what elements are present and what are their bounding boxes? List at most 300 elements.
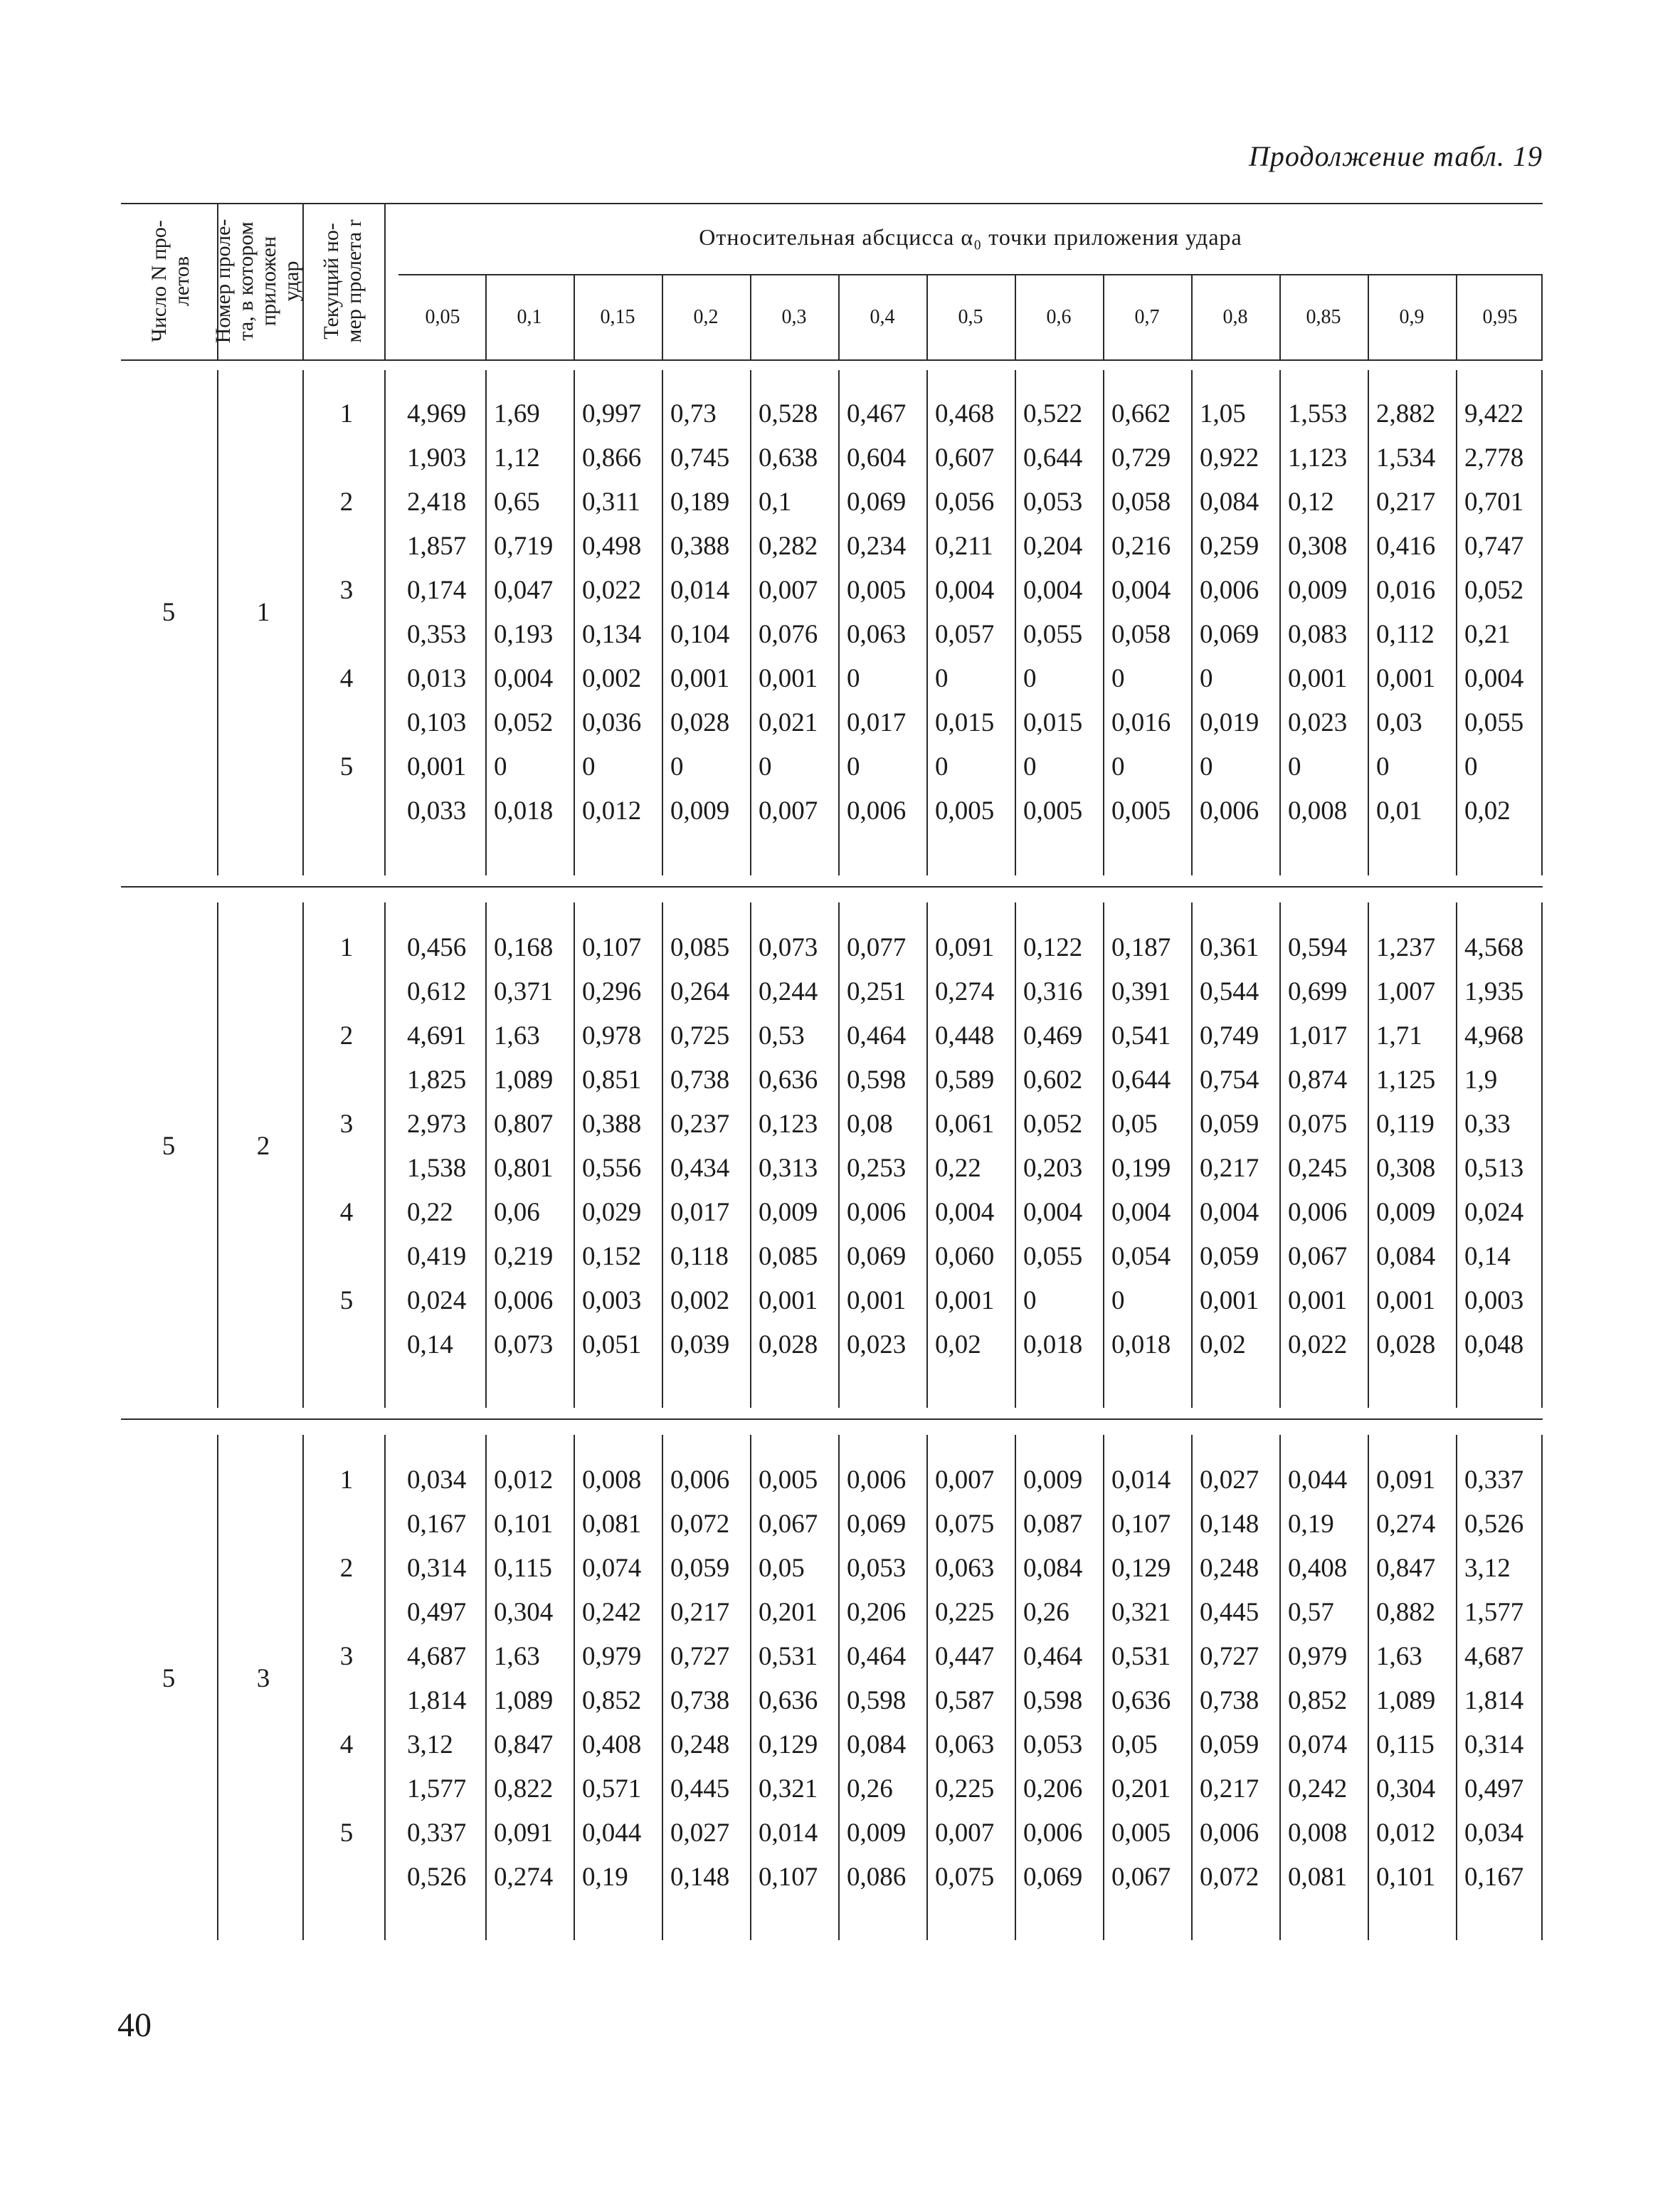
column-rule <box>838 1435 840 1940</box>
table-cell: 0,189 <box>670 488 730 517</box>
table-cell: 0,081 <box>582 1510 642 1539</box>
table-cell: 0,469 <box>1023 1021 1083 1051</box>
table-cell: 1,814 <box>407 1686 467 1715</box>
alpha-header: 0,85 <box>1306 306 1341 328</box>
table-cell: 0,059 <box>1200 1110 1259 1139</box>
table-cell: 1,935 <box>1464 977 1524 1006</box>
table-cell: 0,978 <box>582 1021 642 1051</box>
current-span-number: 2 <box>339 1554 354 1583</box>
table-cell: 0,006 <box>847 1198 907 1227</box>
table-cell: 1,123 <box>1288 443 1348 473</box>
table-cell: 0,021 <box>759 708 818 737</box>
table-cell: 0,22 <box>935 1154 981 1183</box>
table-cell: 0,02 <box>1464 796 1511 826</box>
table-cell: 0,234 <box>847 532 907 561</box>
table-cell: 0,024 <box>407 1286 467 1315</box>
table-cell: 9,422 <box>1464 399 1524 428</box>
table-cell: 0,314 <box>1464 1730 1524 1759</box>
column-rule <box>1541 902 1543 1408</box>
table-cell: 0,729 <box>1111 443 1171 473</box>
table-cell: 0,206 <box>1023 1774 1083 1804</box>
table-cell: 0,063 <box>847 620 907 649</box>
table-cell: 0,008 <box>582 1465 642 1495</box>
table-cell: 0,02 <box>935 1330 981 1359</box>
table-cell: 0,067 <box>1111 1863 1171 1892</box>
table-cell: 0,014 <box>1111 1465 1171 1495</box>
table-cell: 1,089 <box>1376 1686 1436 1715</box>
table-cell: 0,129 <box>1111 1554 1171 1583</box>
table-cell: 0,598 <box>1023 1686 1083 1715</box>
table-cell: 0,464 <box>847 1021 907 1051</box>
table-cell: 1,553 <box>1288 399 1348 428</box>
table-cell: 0,033 <box>407 796 467 826</box>
current-span-number: 3 <box>339 576 354 605</box>
table-cell: 0,636 <box>759 1686 818 1715</box>
table-cell: 1,9 <box>1464 1065 1498 1095</box>
column-rule <box>217 902 218 1408</box>
table-cell: 0,308 <box>1288 532 1348 561</box>
table-cell: 0,719 <box>494 532 554 561</box>
table-cell: 0,73 <box>670 399 717 428</box>
table-cell: 0,005 <box>1111 1818 1171 1848</box>
column-rule <box>662 370 663 875</box>
table-cell: 0,699 <box>1288 977 1348 1006</box>
table-cell: 0,468 <box>935 399 995 428</box>
table-cell: 0,201 <box>1111 1774 1171 1804</box>
column-rule <box>485 370 487 875</box>
table-cell: 0,001 <box>1288 664 1348 693</box>
table-cell: 1,089 <box>494 1065 554 1095</box>
table-cell: 0,047 <box>494 576 554 605</box>
column-rule <box>838 902 840 1408</box>
loaded-span: 1 <box>256 598 270 627</box>
table-cell: 0,19 <box>1288 1510 1334 1539</box>
table-cell: 0,747 <box>1464 532 1524 561</box>
column-rule <box>574 370 575 875</box>
table-cell: 0,013 <box>407 664 467 693</box>
table-cell: 1,05 <box>1200 399 1246 428</box>
column-rule <box>662 1435 663 1940</box>
table-cell: 0,001 <box>1200 1286 1259 1315</box>
column-rule <box>384 203 386 359</box>
table-cell: 0 <box>494 752 507 781</box>
table-cell: 0,001 <box>935 1286 995 1315</box>
table-cell: 0,738 <box>670 1686 730 1715</box>
table-cell: 0,001 <box>759 1286 818 1315</box>
column-rule <box>384 370 386 875</box>
table-cell: 0,101 <box>494 1510 554 1539</box>
table-cell: 0,006 <box>1288 1198 1348 1227</box>
table-cell: 1,007 <box>1376 977 1436 1006</box>
table-cell: 0,084 <box>847 1730 907 1759</box>
table-cell: 0,086 <box>847 1863 907 1892</box>
table-cell: 1,814 <box>1464 1686 1524 1715</box>
column-rule <box>384 1435 386 1940</box>
column-rule <box>838 370 840 875</box>
table-cell: 0,023 <box>847 1330 907 1359</box>
alpha-header: 0,15 <box>600 306 635 328</box>
table-cell: 2,973 <box>407 1110 467 1139</box>
table-cell: 0,122 <box>1023 933 1083 962</box>
table-cell: 0,612 <box>407 977 467 1006</box>
table-cell: 0 <box>1023 664 1037 693</box>
table-cell: 0 <box>1376 752 1390 781</box>
table-cell: 0,979 <box>582 1642 642 1671</box>
column-rule <box>1015 370 1016 875</box>
table-cell: 0,598 <box>847 1065 907 1095</box>
table-cell: 0,052 <box>1023 1110 1083 1139</box>
table-cell: 0,001 <box>1288 1286 1348 1315</box>
table-cell: 0,115 <box>1376 1730 1435 1759</box>
table-cell: 0,448 <box>935 1021 995 1051</box>
table-cell: 0,725 <box>670 1021 730 1051</box>
table-top-rule <box>121 203 1543 204</box>
current-span-number: 5 <box>339 1818 354 1848</box>
page-number: 40 <box>117 2006 152 2044</box>
table-cell: 0 <box>1288 752 1301 781</box>
table-cell: 0,005 <box>1023 796 1083 826</box>
table-cell: 0,055 <box>1464 708 1524 737</box>
table-cell: 0,264 <box>670 977 730 1006</box>
table-cell: 0,242 <box>1288 1774 1348 1804</box>
loaded-span: 3 <box>256 1664 270 1693</box>
table-cell: 0 <box>1111 664 1125 693</box>
table-cell: 0,598 <box>847 1686 907 1715</box>
table-cell: 0,219 <box>494 1242 554 1271</box>
table-cell: 0,456 <box>407 933 467 962</box>
table-cell: 0,009 <box>1288 576 1348 605</box>
header-col2: Номер проле- та, в котором приложен удар <box>211 218 303 344</box>
table-cell: 0 <box>1464 752 1478 781</box>
table-cell: 0,445 <box>1200 1598 1259 1627</box>
table-cell: 0,57 <box>1288 1598 1334 1627</box>
column-rule <box>574 902 575 1408</box>
column-rule <box>1456 902 1457 1408</box>
table-cell: 0,638 <box>759 443 818 473</box>
table-cell: 0,034 <box>407 1465 467 1495</box>
current-span-number: 2 <box>339 1021 354 1051</box>
table-cell: 0,022 <box>582 576 642 605</box>
current-span-number: 1 <box>339 933 354 962</box>
table-cell: 0,052 <box>494 708 554 737</box>
table-cell: 0,528 <box>759 399 818 428</box>
table-cell: 0,259 <box>1200 532 1259 561</box>
table-cell: 0,701 <box>1464 488 1524 517</box>
table-cell: 0,005 <box>1111 796 1171 826</box>
table-cell: 1,577 <box>1464 1598 1524 1627</box>
table-cell: 0,607 <box>935 443 995 473</box>
column-rule <box>926 1435 928 1940</box>
table-cell: 0,059 <box>1200 1730 1259 1759</box>
column-rule <box>926 902 928 1408</box>
column-rule <box>1191 370 1193 875</box>
table-cell: 0,237 <box>670 1110 730 1139</box>
table-cell: 0,636 <box>759 1065 818 1095</box>
column-rule <box>485 1435 487 1940</box>
table-cell: 0,008 <box>1288 796 1348 826</box>
table-cell: 0,009 <box>759 1198 818 1227</box>
header-bottom-rule <box>121 359 1543 361</box>
span-count: 5 <box>162 1132 176 1161</box>
table-cell: 0,522 <box>1023 399 1083 428</box>
table-cell: 0,587 <box>935 1686 995 1715</box>
table-cell: 0,009 <box>670 796 730 826</box>
table-cell: 0,063 <box>935 1554 995 1583</box>
table-cell: 0,308 <box>1376 1154 1436 1183</box>
table-cell: 0,001 <box>847 1286 907 1315</box>
table-cell: 4,968 <box>1464 1021 1524 1051</box>
alpha-header: 0,4 <box>870 306 895 328</box>
alpha-header: 0,05 <box>425 306 460 328</box>
table-cell: 0,65 <box>494 488 540 517</box>
table-cell: 0,091 <box>494 1818 554 1848</box>
alpha-header: 0,8 <box>1222 306 1248 328</box>
alpha-header: 0,3 <box>781 306 807 328</box>
table-cell: 0,053 <box>847 1554 907 1583</box>
table-cell: 0,874 <box>1288 1065 1348 1095</box>
table-cell: 0,005 <box>847 576 907 605</box>
table-cell: 0,001 <box>407 752 467 781</box>
table-cell: 0,738 <box>670 1065 730 1095</box>
table-cell: 0,028 <box>1376 1330 1436 1359</box>
table-cell: 0,244 <box>759 977 818 1006</box>
table-cell: 0,53 <box>759 1021 805 1051</box>
column-rule <box>1279 902 1281 1408</box>
table-cell: 4,691 <box>407 1021 467 1051</box>
table-cell: 0,922 <box>1200 443 1259 473</box>
table-cell: 0,074 <box>1288 1730 1348 1759</box>
table-cell: 0,148 <box>670 1863 730 1892</box>
table-cell: 0,26 <box>847 1774 893 1804</box>
table-cell: 0,052 <box>1464 576 1524 605</box>
table-cell: 1,577 <box>407 1774 467 1804</box>
table-cell: 0,253 <box>847 1154 907 1183</box>
table-cell: 1,089 <box>494 1686 554 1715</box>
table-cell: 0,245 <box>1288 1154 1348 1183</box>
table-cell: 0,168 <box>494 933 554 962</box>
table-cell: 0,009 <box>1023 1465 1083 1495</box>
table-cell: 0,084 <box>1200 488 1259 517</box>
column-rule <box>1103 1435 1104 1940</box>
table-cell: 0,01 <box>1376 796 1422 826</box>
table-cell: 0,058 <box>1111 620 1171 649</box>
table-cell: 0,199 <box>1111 1154 1171 1183</box>
table-cell: 0,594 <box>1288 933 1348 962</box>
table-cell: 0 <box>1111 1286 1125 1315</box>
table-cell: 0,416 <box>1376 532 1436 561</box>
table-cell: 0,027 <box>670 1818 730 1848</box>
table-cell: 0,074 <box>582 1554 642 1583</box>
table-cell: 1,63 <box>494 1021 540 1051</box>
table-cell: 0,118 <box>670 1242 729 1271</box>
table-cell: 0,002 <box>670 1286 730 1315</box>
table-cell: 0,004 <box>1111 1198 1171 1227</box>
table-cell: 0,003 <box>1464 1286 1524 1315</box>
table-cell: 0,072 <box>670 1510 730 1539</box>
table-cell: 0,644 <box>1023 443 1083 473</box>
table-cell: 0,464 <box>847 1642 907 1671</box>
table-cell: 0,274 <box>1376 1510 1436 1539</box>
table-cell: 0 <box>582 752 596 781</box>
page-caption: Продолжение табл. 19 <box>1248 140 1543 172</box>
table-cell: 0,001 <box>759 664 818 693</box>
table-cell: 0,604 <box>847 443 907 473</box>
table-cell: 0,19 <box>582 1863 628 1892</box>
table-cell: 0,018 <box>1023 1330 1083 1359</box>
group-divider-1 <box>121 886 1543 888</box>
table-cell: 0,004 <box>1464 664 1524 693</box>
table-cell: 0,531 <box>1111 1642 1171 1671</box>
table-cell: 0,006 <box>1023 1818 1083 1848</box>
table-cell: 0,004 <box>1111 576 1171 605</box>
table-cell: 0,12 <box>1288 488 1334 517</box>
table-cell: 0,388 <box>582 1110 642 1139</box>
current-span-number: 1 <box>339 399 354 428</box>
table-cell: 0,445 <box>670 1774 730 1804</box>
table-cell: 4,969 <box>407 399 467 428</box>
table-cell: 0,852 <box>1288 1686 1348 1715</box>
table-cell: 0,217 <box>1200 1774 1259 1804</box>
table-cell: 0,028 <box>670 708 730 737</box>
table-cell: 0,33 <box>1464 1110 1511 1139</box>
table-cell: 0,464 <box>1023 1642 1083 1671</box>
table-cell: 0,084 <box>1376 1242 1436 1271</box>
table-cell: 0,497 <box>407 1598 467 1627</box>
table-cell: 0,006 <box>847 796 907 826</box>
table-cell: 0,152 <box>582 1242 642 1271</box>
current-span-number: 3 <box>339 1110 354 1139</box>
table-cell: 0,077 <box>847 933 907 962</box>
table-cell: 0,193 <box>494 620 554 649</box>
table-cell: 0,112 <box>1376 620 1435 649</box>
table-cell: 0,371 <box>494 977 554 1006</box>
table-cell: 0,541 <box>1111 1021 1171 1051</box>
table-cell: 0,216 <box>1111 532 1171 561</box>
table-cell: 0 <box>1111 752 1125 781</box>
table-cell: 1,903 <box>407 443 467 473</box>
table-cell: 0,282 <box>759 532 818 561</box>
table-cell: 2,778 <box>1464 443 1524 473</box>
table-cell: 0,997 <box>582 399 642 428</box>
table-cell: 0,225 <box>935 1774 995 1804</box>
table-cell: 0,167 <box>1464 1863 1524 1892</box>
table-cell: 2,882 <box>1376 399 1436 428</box>
table-cell: 0,063 <box>935 1730 995 1759</box>
table-cell: 0,847 <box>1376 1554 1436 1583</box>
table-cell: 0,007 <box>935 1818 995 1848</box>
table-cell: 0,084 <box>1023 1554 1083 1583</box>
table-cell: 1,534 <box>1376 443 1436 473</box>
table-cell: 0,119 <box>1376 1110 1435 1139</box>
table-cell: 1,857 <box>407 532 467 561</box>
column-rule <box>1191 902 1193 1408</box>
table-cell: 0,069 <box>847 1242 907 1271</box>
header-group-rule <box>398 274 1543 275</box>
table-cell: 0,006 <box>670 1465 730 1495</box>
column-rule <box>662 902 663 1408</box>
current-span-number: 2 <box>339 488 354 517</box>
table-cell: 0,002 <box>582 664 642 693</box>
table-cell: 0,023 <box>1288 708 1348 737</box>
table-cell: 0,028 <box>759 1330 818 1359</box>
table-cell: 0,211 <box>935 532 993 561</box>
table-cell: 0,644 <box>1111 1065 1171 1095</box>
table-cell: 0,571 <box>582 1774 642 1804</box>
table-cell: 0,851 <box>582 1065 642 1095</box>
table-cell: 3,12 <box>407 1730 453 1759</box>
table-cell: 0,217 <box>670 1598 730 1627</box>
table-cell: 0,055 <box>1023 620 1083 649</box>
table-cell: 0,754 <box>1200 1065 1259 1095</box>
table-cell: 0,115 <box>494 1554 552 1583</box>
table-cell: 0,313 <box>759 1154 818 1183</box>
table-cell: 0,004 <box>935 576 995 605</box>
table-cell: 0,014 <box>759 1818 818 1848</box>
table-cell: 0,004 <box>935 1198 995 1227</box>
table-cell: 0,091 <box>1376 1465 1436 1495</box>
table-cell: 0 <box>759 752 772 781</box>
table-cell: 0,055 <box>1023 1242 1083 1271</box>
table-cell: 0,447 <box>935 1642 995 1671</box>
table-cell: 0,304 <box>494 1598 554 1627</box>
table-cell: 0,075 <box>1288 1110 1348 1139</box>
table-cell: 0,316 <box>1023 977 1083 1006</box>
table-cell: 0,21 <box>1464 620 1511 649</box>
table-cell: 0,03 <box>1376 708 1422 737</box>
table-cell: 0,636 <box>1111 1686 1171 1715</box>
table-cell: 0,187 <box>1111 933 1171 962</box>
table-cell: 1,71 <box>1376 1021 1422 1051</box>
table-cell: 0,067 <box>1288 1242 1348 1271</box>
table-cell: 0 <box>847 664 860 693</box>
table-cell: 0,006 <box>1200 1818 1259 1848</box>
column-rule <box>1368 370 1369 875</box>
table-cell: 0,076 <box>759 620 818 649</box>
column-rule <box>1279 1435 1281 1940</box>
table-cell: 2,418 <box>407 488 467 517</box>
table-cell: 0,14 <box>1464 1242 1511 1271</box>
table-cell: 0,017 <box>847 708 907 737</box>
column-rule <box>926 370 928 875</box>
table-cell: 1,12 <box>494 443 540 473</box>
table-cell: 0,009 <box>1376 1198 1436 1227</box>
current-span-number: 4 <box>339 1198 354 1227</box>
table-cell: 0,22 <box>407 1198 453 1227</box>
table-cell: 0,058 <box>1111 488 1171 517</box>
current-span-number: 5 <box>339 752 354 781</box>
table-cell: 0,1 <box>759 488 792 517</box>
table-cell: 0,123 <box>759 1110 818 1139</box>
table-cell: 0,104 <box>670 620 730 649</box>
table-cell: 0,801 <box>494 1154 554 1183</box>
table-cell: 0,004 <box>1200 1198 1259 1227</box>
table-cell: 0,361 <box>1200 933 1259 962</box>
alpha-header: 0,95 <box>1482 306 1518 328</box>
column-rule <box>750 370 751 875</box>
table-cell: 0,304 <box>1376 1774 1436 1804</box>
table-cell: 0,498 <box>582 532 642 561</box>
table-cell: 0,134 <box>582 620 642 649</box>
column-rule <box>1015 1435 1016 1940</box>
table-cell: 0,075 <box>935 1510 995 1539</box>
table-cell: 0,101 <box>1376 1863 1436 1892</box>
table-cell: 0,019 <box>1200 708 1259 737</box>
table-cell: 0,067 <box>759 1510 818 1539</box>
table-cell: 0 <box>1200 664 1213 693</box>
table-cell: 0,107 <box>582 933 642 962</box>
table-cell: 1,538 <box>407 1154 467 1183</box>
alpha-header: 0,9 <box>1399 306 1425 328</box>
